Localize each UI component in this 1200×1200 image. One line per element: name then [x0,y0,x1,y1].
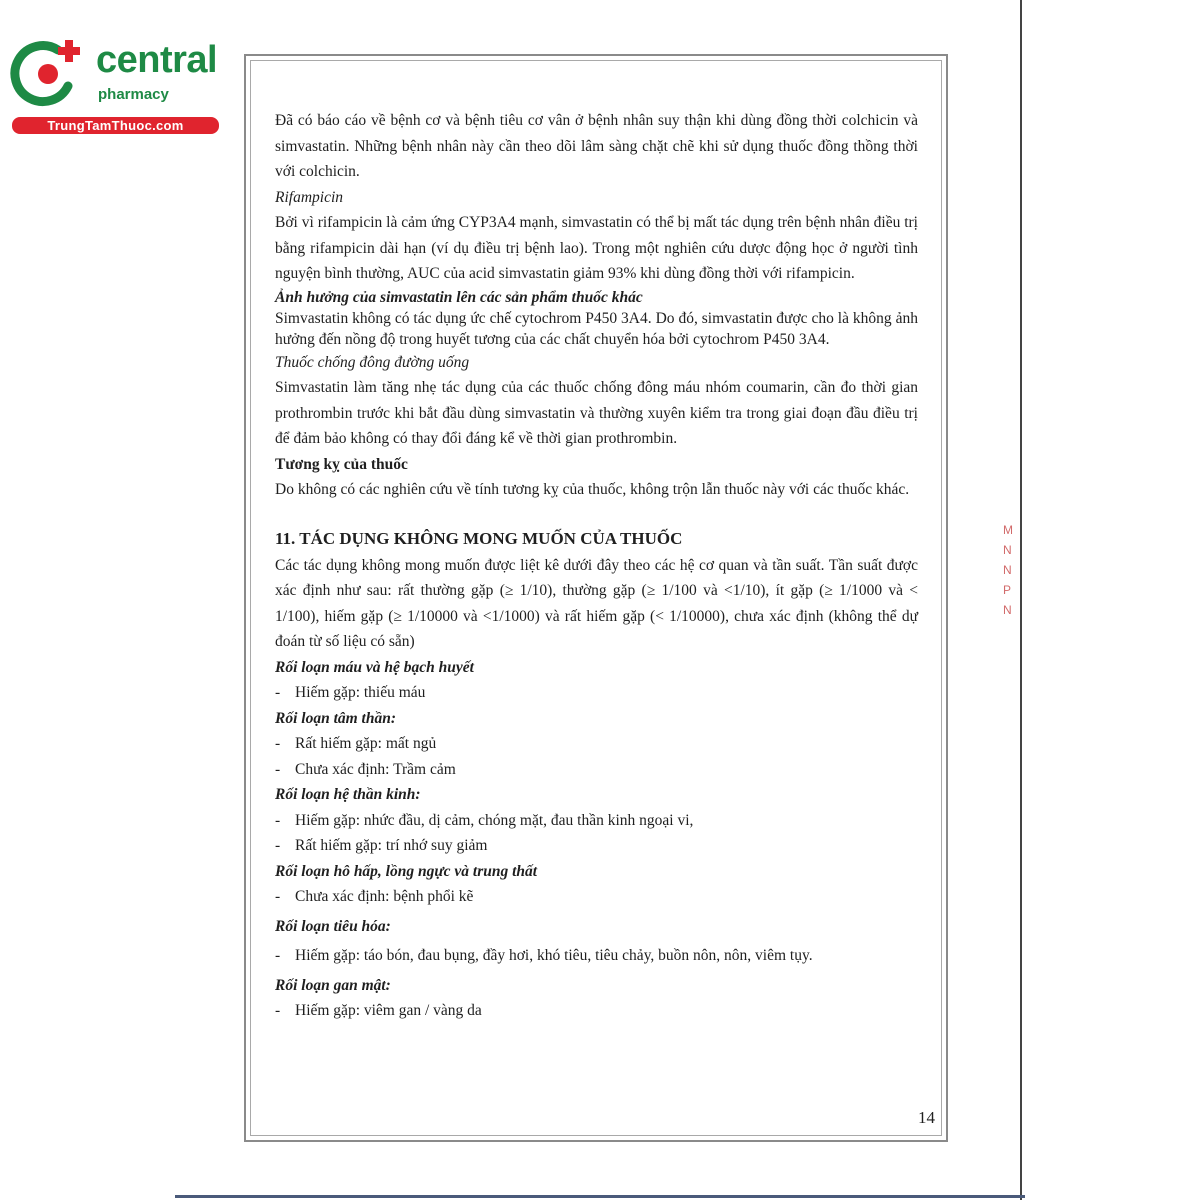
group-digestive: Rối loạn tiêu hóa: [275,917,391,935]
section-11-title: 11. TÁC DỤNG KHÔNG MONG MUỐN CỦA THUỐC [275,528,683,548]
paragraph-cytochrom: Simvastatin không có tác dụng ức chế cytochrom P450 3A4. Do đó, simvastatin được cho là không ảnh hưởng đến nồng độ trong huyết tương của các chất chuyển hóa bởi cytochrom P450 3A4. [275,309,918,348]
list-item: - Hiếm gặp: viêm gan / vàng da [275,998,918,1024]
heading-anticoagulant: Thuốc chống đông đường uống [275,353,470,371]
brand-name: central [96,39,218,81]
list-item: - Hiếm gặp: thiếu máu [275,680,918,706]
list-item: - Chưa xác định: Trầm cảm [275,757,918,783]
list-item: - Hiếm gặp: táo bón, đau bụng, đầy hơi, khó tiêu, tiêu chảy, buồn nôn, nôn, viêm tụy. [275,943,918,969]
document-body [275,108,918,1024]
page-number: 14 [918,1108,935,1127]
paragraph-colchicin: Đã có báo cáo về bệnh cơ và bệnh tiêu cơ vân ở bệnh nhân suy thận khi dùng đồng thời colchicin và simvastatin. Những bệnh nhân này cần theo dõi lâm sàng chặt chẽ khi sử dụng thuốc đồng thồng thời với colchicin. [275,112,918,180]
heading-compatibility: Tương kỵ của thuốc [275,455,408,473]
list-item: - Hiếm gặp: nhức đầu, dị cảm, chóng mặt, đau thần kinh ngoại vi, [275,808,918,834]
group-psychiatric: Rối loạn tâm thần: [275,709,397,727]
paragraph-compatibility: Do không có các nghiên cứu về tính tương kỵ của thuốc, không trộn lẫn thuốc này với các thuốc khác. [275,481,910,498]
list-item: - Rất hiếm gặp: trí nhớ suy giảm [275,833,918,859]
group-hepatobiliary: Rối loạn gan mật: [275,976,391,994]
group-respiratory: Rối loạn hô hấp, lồng ngực và trung thất [275,862,538,880]
paragraph-frequency: Các tác dụng không mong muốn được liệt kê dưới đây theo các hệ cơ quan và tần suất. Tần suất được xác định như sau: rất thường gặp (≥ 1/10), thường gặp (≥ 1/100 và <1/10), ít gặp (≥ 1/1000 và < 1/100), hiếm gặp (≥ 1/10000 và <1/1000) và rất hiếm gặp (< 1/10000), chưa xác định (không thể dự đoán từ số liệu có sẵn) [275,556,918,650]
list-item: - Rất hiếm gặp: mất ngủ [275,731,918,757]
paragraph-rifampicin: Bởi vì rifampicin là cảm ứng CYP3A4 mạnh, simvastatin có thể bị mất tác dụng trên bệnh nhân điều trị bằng rifampicin dài hạn (ví dụ điều trị bệnh lao). Trong một nghiên cứu dược động học ở người tình nguyện bình thường, AUC của acid simvastatin giảm 93% khi dùng đồng thời với rifampicin. [275,214,918,282]
heading-effect-other-drugs: Ảnh hưởng của simvastatin lên các sản phẩm thuốc khác [275,288,643,306]
list-item: - Chưa xác định: bệnh phổi kẽ [275,884,918,910]
heading-rifampicin: Rifampicin [275,188,344,206]
group-nervous: Rối loạn hệ thần kinh: [275,786,421,803]
group-blood: Rối loạn máu và hệ bạch huyết [275,658,474,676]
brand-site: TrungTamThuoc.com [12,117,219,134]
brand-subtitle: pharmacy [98,86,169,103]
brand-logo [10,38,218,138]
scan-bottom-line [175,1195,1025,1198]
central-pharmacy-logo-icon [10,38,90,108]
red-stamp-fragment: M N N P N [1003,523,1013,617]
paragraph-anticoagulant: Simvastatin làm tăng nhẹ tác dụng của các thuốc chống đông máu nhóm coumarin, cần đo thời gian prothrombin trước khi bắt đầu dùng simvastatin và thường xuyên kiểm tra trong giai đoạn đầu điều trị để đảm bảo không có thay đổi đáng kể về thời gian prothrombin. [275,379,918,447]
